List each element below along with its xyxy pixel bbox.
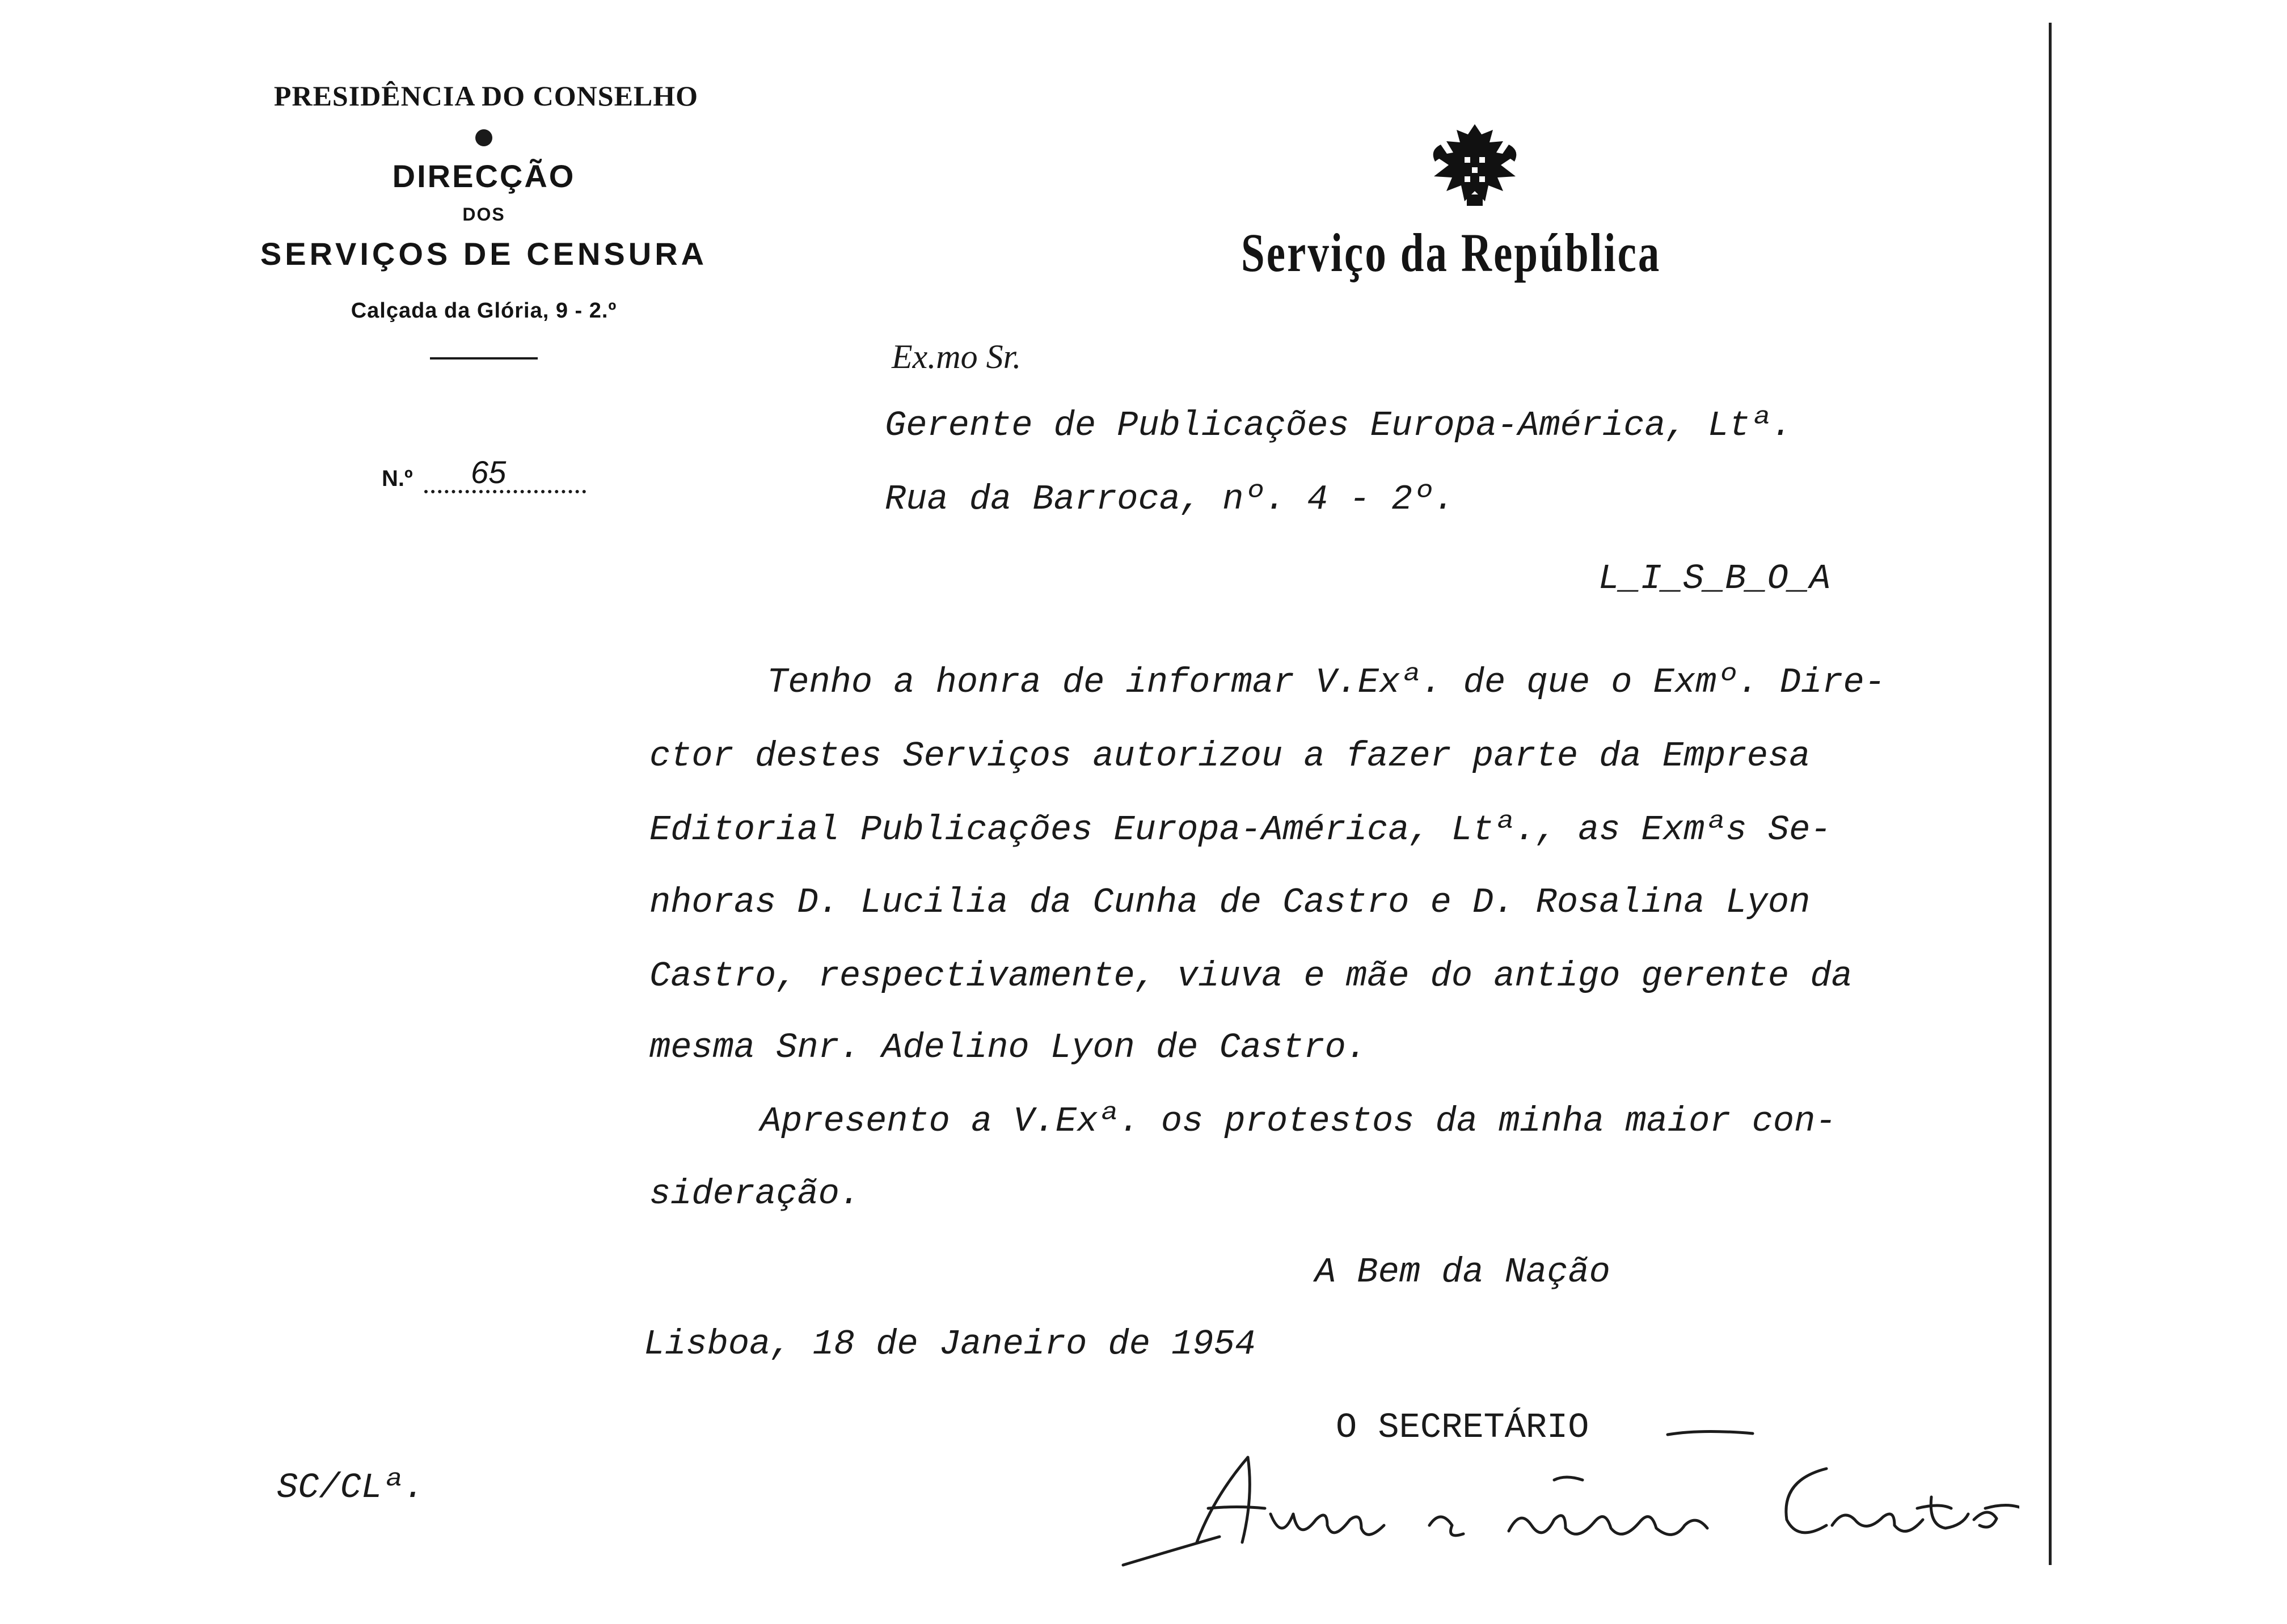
reference-code: SC/CLª. [277, 1467, 425, 1508]
recipient-name: Gerente de Publicações Europa-América, Ltª. [885, 405, 1792, 446]
body-line-2: ctor destes Serviços autorizou a fazer parte da Empresa [649, 736, 1811, 776]
body-line-5: Castro, respectivamente, viuva e mãe do antigo gerente da [649, 956, 1853, 996]
body-line-3: Editorial Publicações Europa-América, Ltª., as Exmªs Se- [649, 810, 1832, 850]
body-line-4: nhoras D. Lucilia da Cunha de Castro e D. Rosalina Lyon [649, 882, 1811, 923]
letterhead-dos: DOS [462, 204, 505, 225]
scan-edge-line [2049, 23, 2052, 1565]
letterhead-presidency: PRESIDÊNCIA DO CONSELHO [273, 80, 699, 112]
body-line-8: sideração. [649, 1174, 861, 1214]
body-line-1: Tenho a honra de informar V.Exª. de que o Exmº. Dire- [767, 662, 1885, 703]
letterhead-servicos-censura: SERVIÇOS DE CENSURA [260, 236, 708, 272]
letterhead-bullet [475, 129, 492, 146]
letterhead-direccao: DIRECÇÃO [392, 158, 576, 194]
letterhead-divider [430, 357, 538, 360]
document-number-value: 65 [471, 454, 507, 490]
body-line-6: mesma Snr. Adelino Lyon de Castro. [649, 1027, 1368, 1068]
letterhead-address: Calçada da Glória, 9 - 2.º [351, 299, 617, 323]
signature-image [1112, 1412, 2019, 1576]
closing-date: Lisboa, 18 de Janeiro de 1954 [644, 1324, 1256, 1364]
recipient-city: L_I_S_B_O_A [1598, 559, 1831, 599]
recipient-street: Rua da Barroca, nº. 4 - 2º. [885, 479, 1455, 519]
body-line-7: Apresento a V.Exª. os protestos da minha maior con- [760, 1101, 1837, 1141]
closing-motto: A Bem da Nação [1315, 1252, 1610, 1292]
coat-of-arms-icon [1418, 122, 1531, 210]
document-heading: Serviço da República [1241, 222, 1661, 283]
document-number-label: N.º [382, 466, 413, 491]
recipient-salutation: Ex.mo Sr. [892, 338, 1022, 375]
signatory-title: O SECRETÁRIO [1336, 1407, 1589, 1448]
